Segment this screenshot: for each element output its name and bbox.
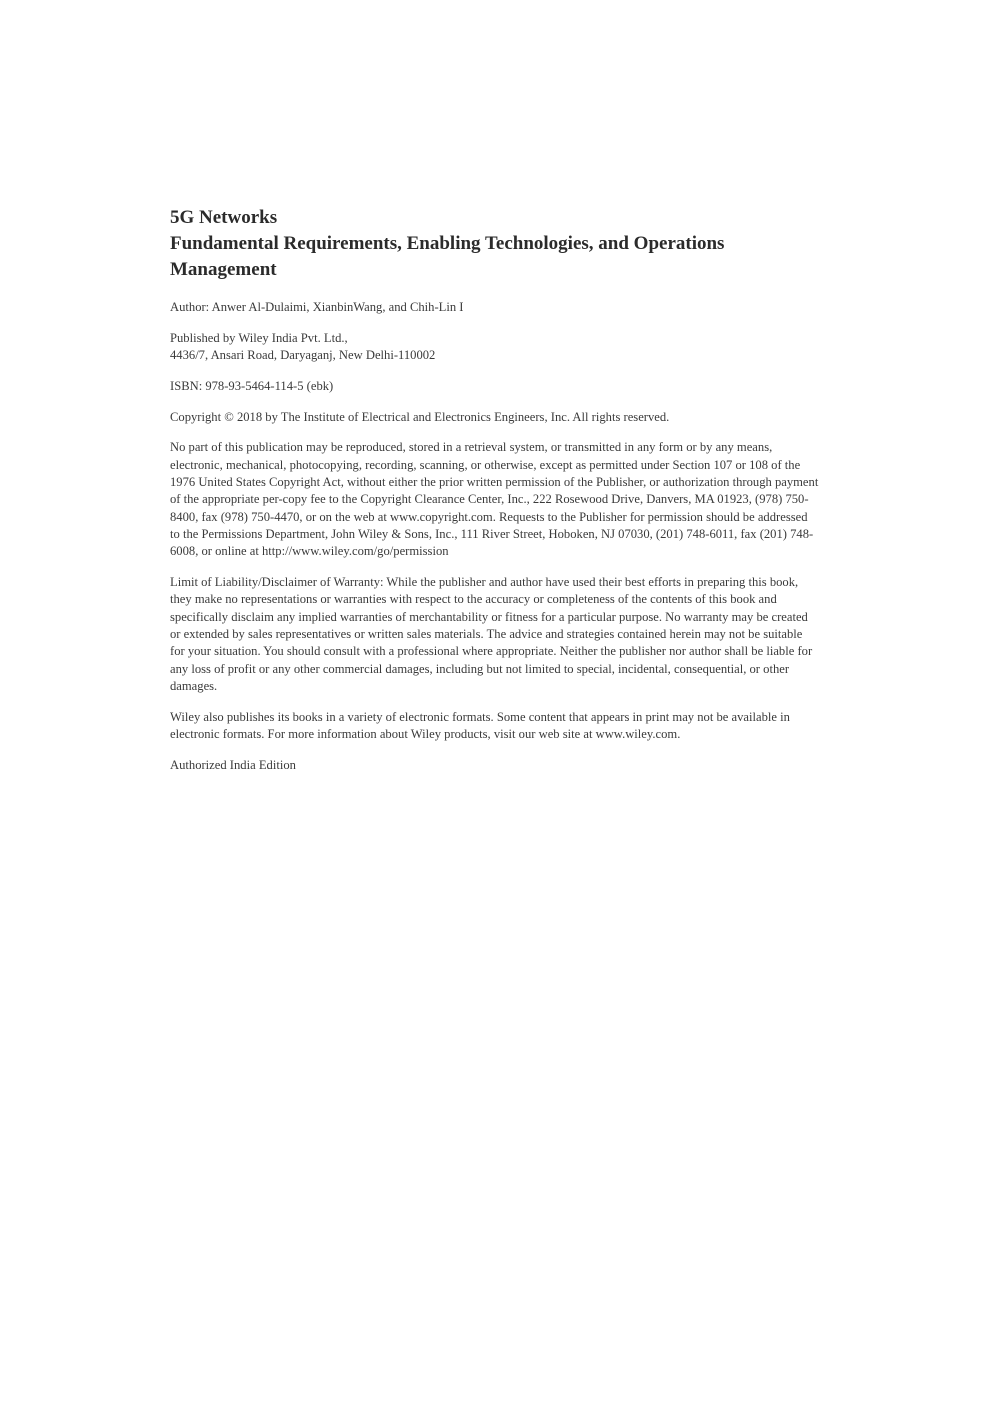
publisher-name: Published by Wiley India Pvt. Ltd., bbox=[170, 330, 348, 345]
copyright-page bbox=[170, 205, 820, 788]
electronic-formats-note: Wiley also publishes its books in a variety of electronic formats. Some content that appears in print may not be available in electronic formats. For more information about Wiley products, visit our web site at www.wiley.com. bbox=[170, 709, 790, 741]
liability-disclaimer: Limit of Liability/Disclaimer of Warranty: While the publisher and author have used their best efforts in preparing this book, they make no representations or warranties with respect to the accuracy or completeness of the contents of this book and specifically disclaim any implied warranties of merchantability or fitness for a particular purpose. No warranty may be created or extended by sales representatives or written sales materials. The advice and strategies contained herein may not be suitable for your situation. You should consult with a professional where appropriate. Neither the publisher nor author shall be liable for any loss of profit or any other commercial damages, including but not limited to special, incidental, consequential, or other damages. bbox=[170, 575, 813, 693]
isbn: ISBN: 978-93-5464-114-5 (ebk) bbox=[170, 378, 334, 393]
edition-note: Authorized India Edition bbox=[170, 757, 296, 772]
author-line: Author: Anwer Al-Dulaimi, XianbinWang, and Chih-Lin I bbox=[170, 300, 464, 314]
publisher-address: 4436/7, Ansari Road, Daryaganj, New Delhi-110002 bbox=[170, 348, 436, 363]
publisher-info bbox=[170, 330, 820, 365]
copyright-notice: Copyright © 2018 by The Institute of Electrical and Electronics Engineers, Inc. All rights reserved. bbox=[170, 409, 670, 424]
book-title: 5G Networks bbox=[170, 207, 278, 228]
book-subtitle: Fundamental Requirements, Enabling Technologies, and Operations Management bbox=[170, 233, 725, 280]
permissions-paragraph: No part of this publication may be reproduced, stored in a retrieval system, or transmitted in any form or by any means, electronic, mechanical, photocopying, recording, scanning, or otherwise, except as permitted under Section 107 or 108 of the 1976 United States Copyright Act, without either the prior written permission of the Publisher, or authorization through payment of the appropriate per-copy fee to the Copyright Clearance Center, Inc., 222 Rosewood Drive, Danvers, MA 01923, (978) 750-8400, fax (978) 750-4470, or on the web at www.copyright.com. Requests to the Publisher for permission should be addressed to the Permissions Department, John Wiley & Sons, Inc., 111 River Street, Hoboken, NJ 07030, (201) 748-6011, fax (201) 748-6008, or online at http://www.wiley.com/go/permission bbox=[170, 440, 819, 559]
